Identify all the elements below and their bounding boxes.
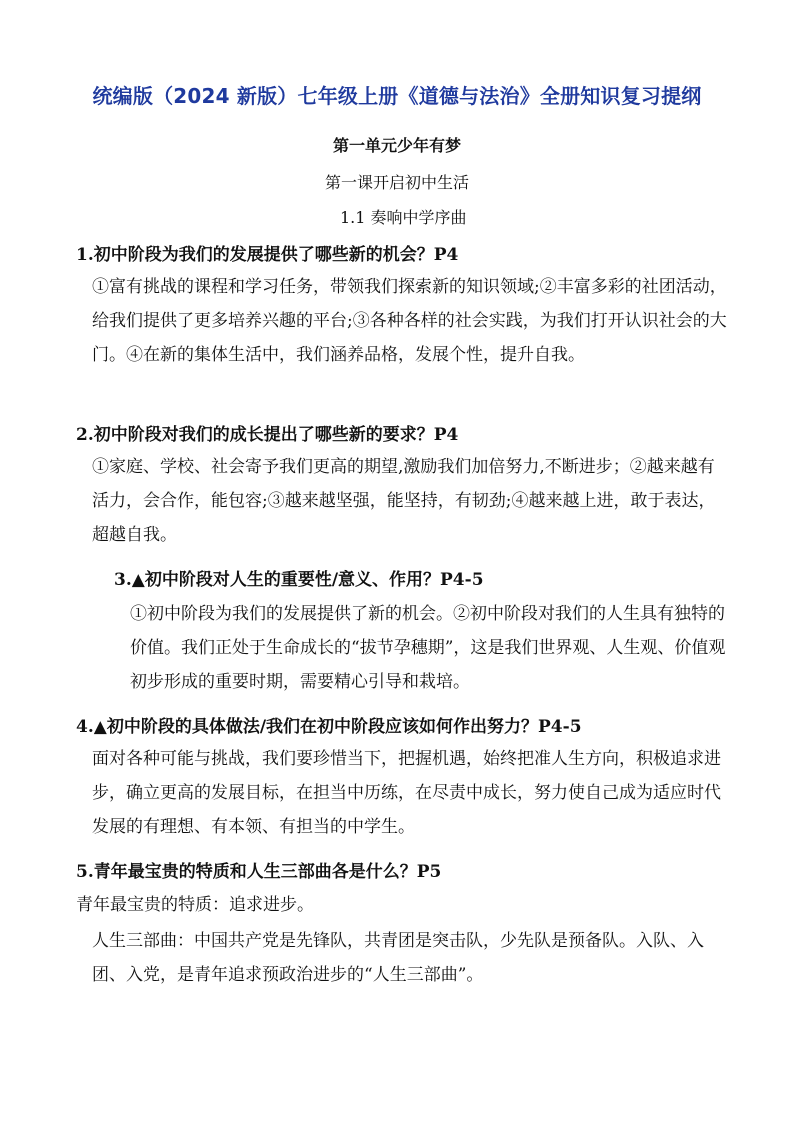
question-5: 5.青年最宝贵的特质和人生三部曲各是什么？P5 (76, 862, 442, 882)
answer-5-trait: 青年最宝贵的特质：追求进步。 (76, 895, 314, 915)
lesson-heading: 第一课开启初中生活 (324, 173, 469, 192)
answer-3: ①初中阶段为我们的发展提供了新的机会。②初中阶段对我们的人生具有独特的价值。我们正处于生命成长的“拔节孕穗期”，这是我们世界观、人生观、价值观初步形成的重要时期，需要精心引导和栽培。 (130, 604, 726, 692)
question-4: 4.▲初中阶段的具体做法/我们在初中阶段应该如何作出努力？P4-5 (76, 717, 582, 737)
answer-2: ①家庭、学校、社会寄予我们更高的期望,激励我们加倍努力,不断进步；②越来越有活力，会合作，能包容;③越来越坚强，能坚持，有韧劲;④越来越上进，敢于表达，超越自我。 (92, 457, 716, 545)
answer-5-trilogy: 人生三部曲：中国共产党是先锋队，共青团是突击队，少先队是预备队。入队、入团、入党，是青年追求预政治进步的“人生三部曲”。 (92, 931, 704, 985)
document-title: 统编版（2024 新版）七年级上册《道德与法治》全册知识复习提纲 (92, 84, 702, 108)
answer-1: ①富有挑战的课程和学习任务，带领我们探索新的知识领域;②丰富多彩的社团活动，给我们提供了更多培养兴趣的平台;③各种各样的社会实践，为我们打开认识社会的大门。④在新的集体生活中，我们涵养品格，发展个性，提升自我。 (92, 277, 727, 365)
unit-heading: 第一单元少年有梦 (332, 136, 461, 155)
section-heading: 1.1 奏响中学序曲 (340, 208, 467, 227)
answer-4: 面对各种可能与挑战，我们要珍惜当下，把握机遇，始终把准人生方向，积极追求进步，确立更高的发展目标，在担当中历练，在尽责中成长，努力使自己成为适应时代发展的有理想、有本领、有担当的中学生。 (92, 749, 721, 837)
question-1: 1.初中阶段为我们的发展提供了哪些新的机会？P4 (76, 245, 459, 265)
question-2: 2.初中阶段对我们的成长提出了哪些新的要求？P4 (76, 425, 459, 445)
question-3: 3.▲初中阶段对人生的重要性/意义、作用？P4-5 (114, 570, 484, 590)
